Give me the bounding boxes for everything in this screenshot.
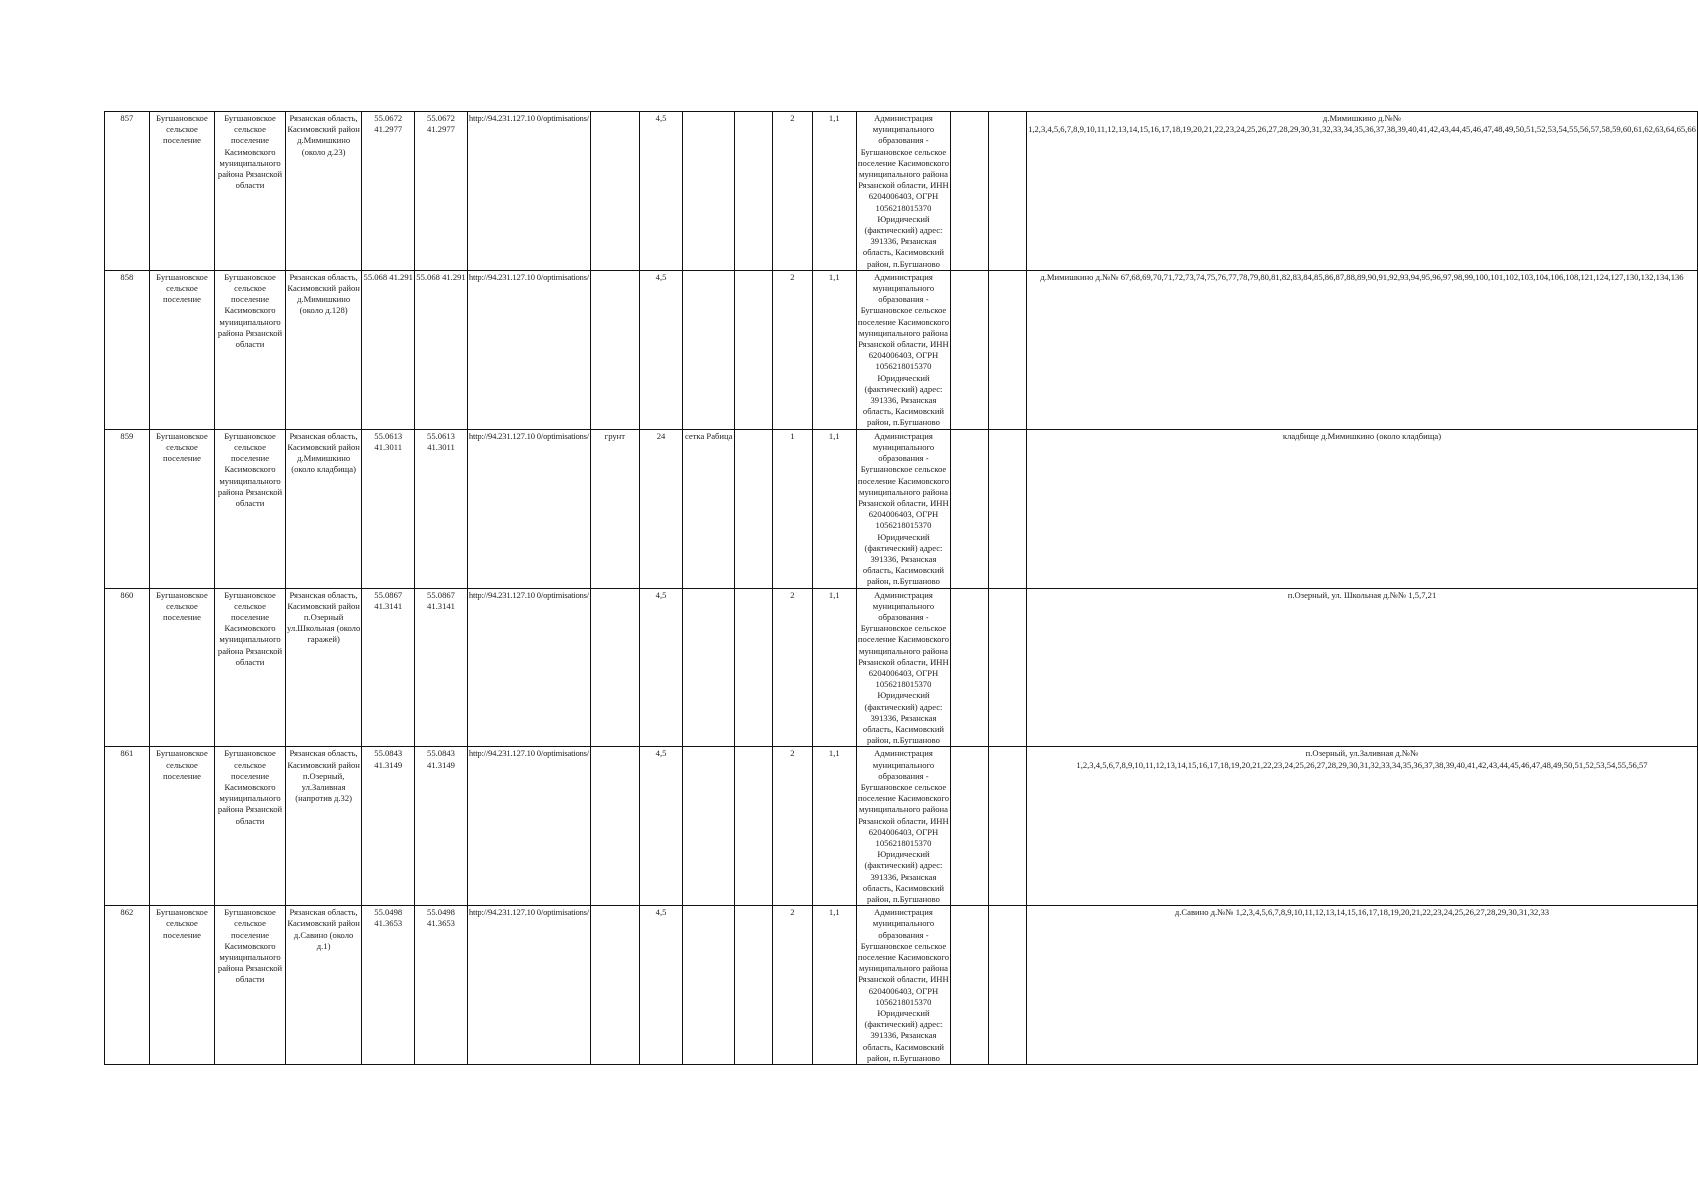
cell-map-link[interactable]: http://94.231.127.10 0/optimisations/ [467, 588, 590, 747]
cell-col16 [989, 270, 1027, 429]
cell-organization: Бугшановское сельское поселение Касимовского муниципального района Рязанской области [215, 270, 286, 429]
cell-col16 [989, 747, 1027, 906]
cell-surface [591, 747, 640, 906]
cell-settlement: Бугшановское сельское поселение [149, 429, 214, 588]
cell-coordinates-a: 55.0672 41.2977 [362, 112, 415, 271]
cell-container-count: 2 [772, 588, 812, 747]
cell-coordinates-a: 55.0867 41.3141 [362, 588, 415, 747]
cell-coordinates-a: 55.0613 41.3011 [362, 429, 415, 588]
table-body [105, 112, 1698, 1065]
cell-coordinates-b: 55.0867 41.3141 [415, 588, 468, 747]
cell-coordinates-b: 55.068 41.291 [415, 270, 468, 429]
cell-organization: Бугшановское сельское поселение Касимовского муниципального района Рязанской области [215, 429, 286, 588]
cell-number: 858 [105, 270, 150, 429]
cell-col11 [735, 588, 773, 747]
cell-area: 4,5 [639, 747, 683, 906]
cell-coordinates-b: 55.0498 41.3653 [415, 906, 468, 1065]
cell-col16 [989, 429, 1027, 588]
cell-owner: Администрация муниципального образования - Бугшановское сельское поселение Касимовского муниципального района Рязанской области, ИНН 6204006403, ОГРН 1056218015370 Юридический (фактический) адрес: 391336, Рязанская область, Касимовский район, п.Бугшаново [857, 748, 950, 905]
cell-number: 860 [105, 588, 150, 747]
cell-address: Рязанская область, Касимовский район д.Савино (около д.1) [285, 906, 361, 1065]
table-row [105, 747, 1698, 906]
cell-waste-sources: кладбище д.Мимишкино (около кладбища) [1027, 429, 1698, 588]
cell-map-link[interactable]: http://94.231.127.10 0/optimisations/ [467, 429, 590, 588]
cell-waste-sources: д.Мимишкино д.№№ 1,2,3,4,5,6,7,8,9,10,11,12,13,14,15,16,17,18,19,20,21,22,23,24,25,26,27,28,29,30,31,32,33,34,35,36,37,38,39,40,41,42,43,44,45,46,47,48,49,50,51,52,53,54,55,56,57,58,59,60,61,62,63,64,65,66 [1027, 112, 1698, 271]
cell-coordinates-b: 55.0672 41.2977 [415, 112, 468, 271]
cell-organization: Бугшановское сельское поселение Касимовского муниципального района Рязанской области [215, 747, 286, 906]
cell-fence: сетка Рабица [683, 429, 735, 588]
cell-owner: Администрация муниципального образования - Бугшановское сельское поселение Касимовского муниципального района Рязанской области, ИНН 6204006403, ОГРН 1056218015370 Юридический (фактический) адрес: 391336, Рязанская область, Касимовский район, п.Бугшаново [857, 907, 950, 1063]
cell-col16 [989, 112, 1027, 271]
cell-number: 861 [105, 747, 150, 906]
cell-address: Рязанская область, Касимовский район д.Мимишкино (около д.128) [285, 270, 361, 429]
cell-waste-sources: д.Мимишкино д.№№ 67,68,69,70,71,72,73,74,75,76,77,78,79,80,81,82,83,84,85,86,87,88,89,90,91,92,93,94,95,96,97,98,99,100,101,102,103,104,106,108,121,124,127,130,132,134,136 [1027, 270, 1698, 429]
cell-col15 [951, 906, 989, 1065]
cell-col15 [951, 588, 989, 747]
cell-container-count: 2 [772, 270, 812, 429]
cell-fence [683, 270, 735, 429]
cell-area: 4,5 [639, 112, 683, 271]
cell-coordinates-b: 55.0613 41.3011 [415, 429, 468, 588]
cell-surface [591, 270, 640, 429]
table-row [105, 270, 1698, 429]
cell-coordinates-a: 55.068 41.291 [362, 270, 415, 429]
table-row [105, 429, 1698, 588]
cell-col15 [951, 270, 989, 429]
cell-owner: Администрация муниципального образования - Бугшановское сельское поселение Касимовского муниципального района Рязанской области, ИНН 6204006403, ОГРН 1056218015370 Юридический (фактический) адрес: 391336, Рязанская область, Касимовский район, п.Бугшаново [857, 589, 950, 746]
cell-number: 862 [105, 906, 150, 1065]
cell-area: 24 [639, 429, 683, 588]
cell-fence [683, 906, 735, 1065]
cell-map-link[interactable]: http://94.231.127.10 0/optimisations/ [467, 906, 590, 1065]
cell-settlement: Бугшановское сельское поселение [149, 112, 214, 271]
cell-fence [683, 112, 735, 271]
cell-number: 857 [105, 112, 150, 271]
cell-address: Рязанская область, Касимовский район п.Озерный ул.Школьная (около гаражей) [285, 588, 361, 747]
cell-owner: Администрация муниципального образования - Бугшановское сельское поселение Касимовского муниципального района Рязанской области, ИНН 6204006403, ОГРН 1056218015370 Юридический (фактический) адрес: 391336, Рязанская область, Касимовский район, п.Бугшаново [857, 113, 950, 269]
cell-settlement: Бугшановское сельское поселение [149, 270, 214, 429]
cell-fence [683, 747, 735, 906]
cell-container-volume: 1,1 [812, 906, 856, 1065]
cell-container-volume: 1,1 [812, 747, 856, 906]
cell-col15 [951, 747, 989, 906]
cell-col15 [951, 429, 989, 588]
cell-container-count: 2 [772, 112, 812, 271]
cell-col11 [735, 270, 773, 429]
cell-organization: Бугшановское сельское поселение Касимовского муниципального района Рязанской области [215, 906, 286, 1065]
cell-fence [683, 588, 735, 747]
cell-surface [591, 906, 640, 1065]
cell-area: 4,5 [639, 906, 683, 1065]
cell-container-count: 2 [772, 906, 812, 1065]
cell-area: 4,5 [639, 588, 683, 747]
cell-owner: Администрация муниципального образования - Бугшановское сельское поселение Касимовского муниципального района Рязанской области, ИНН 6204006403, ОГРН 1056218015370 Юридический (фактический) адрес: 391336, Рязанская область, Касимовский район, п.Бугшаново [857, 430, 950, 587]
registry-table [104, 111, 1698, 1065]
cell-organization: Бугшановское сельское поселение Касимовского муниципального района Рязанской области [215, 588, 286, 747]
cell-coordinates-b: 55.0843 41.3149 [415, 747, 468, 906]
cell-map-link[interactable]: http://94.231.127.10 0/optimisations/ [467, 112, 590, 271]
cell-map-link[interactable]: http://94.231.127.10 0/optimisations/ [467, 747, 590, 906]
cell-container-volume: 1,1 [812, 588, 856, 747]
cell-container-count: 1 [772, 429, 812, 588]
cell-col16 [989, 906, 1027, 1065]
cell-col16 [989, 588, 1027, 747]
cell-col11 [735, 429, 773, 588]
table-row [105, 906, 1698, 1065]
cell-surface [591, 112, 640, 271]
cell-waste-sources: п.Озерный, ул. Школьная д.№№ 1,5,7,21 [1027, 588, 1698, 747]
cell-owner: Администрация муниципального образования - Бугшановское сельское поселение Касимовского муниципального района Рязанской области, ИНН 6204006403, ОГРН 1056218015370 Юридический (фактический) адрес: 391336, Рязанская область, Касимовский район, п.Бугшаново [857, 271, 950, 428]
cell-map-link[interactable]: http://94.231.127.10 0/optimisations/ [467, 270, 590, 429]
cell-address: Рязанская область, Касимовский район п.Озерный, ул.Заливная (напротив д.32) [285, 747, 361, 906]
cell-settlement: Бугшановское сельское поселение [149, 588, 214, 747]
cell-coordinates-a: 55.0498 41.3653 [362, 906, 415, 1065]
cell-surface [591, 588, 640, 747]
table-row [105, 112, 1698, 271]
cell-col11 [735, 747, 773, 906]
cell-container-volume: 1,1 [812, 112, 856, 271]
cell-container-volume: 1,1 [812, 270, 856, 429]
cell-organization: Бугшановское сельское поселение Касимовского муниципального района Рязанской области [215, 112, 286, 271]
table-row [105, 588, 1698, 747]
cell-waste-sources: п.Озерный, ул.Заливная д.№№ 1,2,3,4,5,6,7,8,9,10,11,12,13,14,15,16,17,18,19,20,21,22,23,24,25,26,27,28,29,30,31,32,33,34,35,36,37,38,39,40,41,42,43,44,45,46,47,48,49,50,51,52,53,54,55,56,57 [1027, 747, 1698, 906]
cell-col11 [735, 906, 773, 1065]
cell-coordinates-a: 55.0843 41.3149 [362, 747, 415, 906]
cell-container-count: 2 [772, 747, 812, 906]
cell-address: Рязанская область, Касимовский район д.Мимишкино (около кладбища) [285, 429, 361, 588]
cell-area: 4,5 [639, 270, 683, 429]
cell-settlement: Бугшановское сельское поселение [149, 747, 214, 906]
cell-col15 [951, 112, 989, 271]
cell-col11 [735, 112, 773, 271]
cell-container-volume: 1,1 [812, 429, 856, 588]
cell-settlement: Бугшановское сельское поселение [149, 906, 214, 1065]
cell-address: Рязанская область, Касимовский район д.Мимишкино (около д.23) [285, 112, 361, 271]
cell-number: 859 [105, 429, 150, 588]
cell-waste-sources: д.Савино д.№№ 1,2,3,4,5,6,7,8,9,10,11,12,13,14,15,16,17,18,19,20,21,22,23,24,25,26,27,28,29,30,31,32,33 [1027, 906, 1698, 1065]
cell-surface: грунт [591, 429, 640, 588]
